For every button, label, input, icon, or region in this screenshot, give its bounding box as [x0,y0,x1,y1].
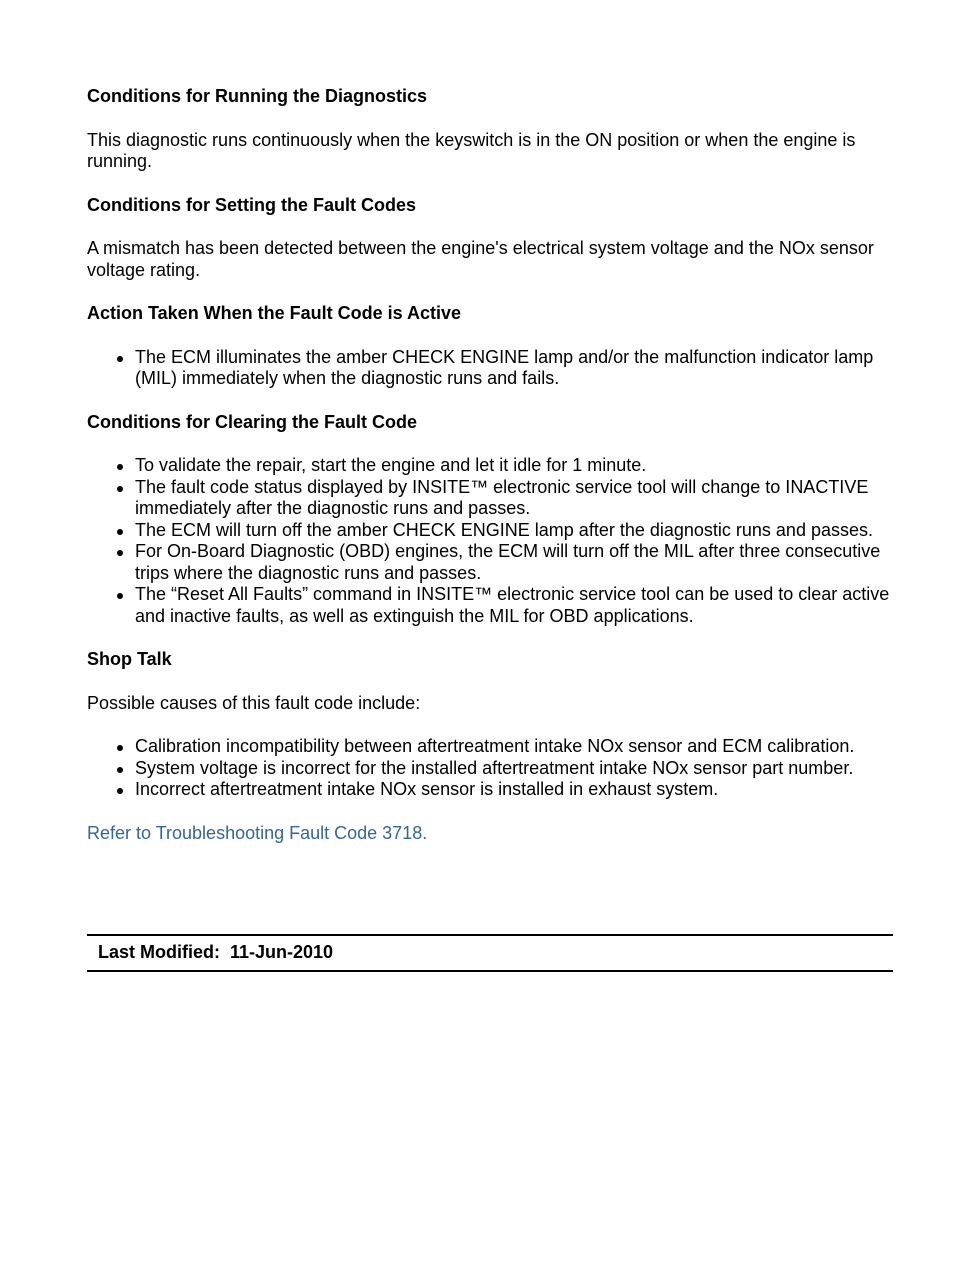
bullet-icon [117,550,123,556]
bullet-icon [117,593,123,599]
setting-fault-codes-text: A mismatch has been detected between the engine's electrical system voltage and the NOx sensor voltage rating. [87,238,874,280]
list-item [87,758,893,780]
list-item-text: The “Reset All Faults” command in INSITE™ electronic service tool can be used to clear active and inactive faults, as well as extinguish the MIL for OBD applications. [135,584,890,626]
list-item [87,779,893,801]
list-item-text: Incorrect aftertreatment intake NOx sensor is installed in exhaust system. [135,779,719,799]
bullet-icon [117,745,123,751]
list-item [87,541,893,584]
last-modified-text: Last Modified: 11-Jun-2010 [98,942,334,962]
possible-causes-list [87,736,893,801]
action-taken-list [87,347,893,390]
list-item-text: System voltage is incorrect for the installed aftertreatment intake NOx sensor part number. [135,757,854,778]
list-item-text: For On-Board Diagnostic (OBD) engines, the ECM will turn off the MIL after three consecutive trips where the diagnostic runs and passes. [135,541,881,583]
list-item [87,455,893,477]
list-item-text: Calibration incompatibility between aftertreatment intake NOx sensor and ECM calibration. [135,736,855,756]
heading-action-taken: Action Taken When the Fault Code is Active [87,303,462,323]
bullet-icon [117,767,123,773]
list-item [87,477,893,520]
bullet-icon [117,356,123,362]
list-item-text: The ECM illuminates the amber CHECK ENGINE lamp and/or the malfunction indicator lamp (MIL) immediately when the diagnostic runs and fails. [135,346,874,388]
clearing-fault-code-list [87,455,893,627]
document-body [87,86,893,844]
list-item-text: The ECM will turn off the amber CHECK ENGINE lamp after the diagnostic runs and passes. [135,519,873,540]
bullet-icon [117,529,123,535]
heading-shop-talk: Shop Talk [87,649,172,669]
list-item [87,736,893,758]
last-modified-bar [87,934,893,972]
list-item [87,584,893,627]
heading-clearing-fault-code: Conditions for Clearing the Fault Code [87,411,417,432]
heading-setting-fault-codes: Conditions for Setting the Fault Codes [87,194,416,215]
list-item-text: The fault code status displayed by INSITE™ electronic service tool will change to INACTIVE immediately after the diagnostic runs and passes. [135,476,869,518]
bullet-icon [117,788,123,794]
shop-talk-text: Possible causes of this fault code include: [87,692,421,713]
list-item [87,520,893,542]
bullet-icon [117,464,123,470]
list-item-text: To validate the repair, start the engine and let it idle for 1 minute. [135,455,647,475]
running-diagnostics-text: This diagnostic runs continuously when the keyswitch is in the ON position or when the engine is running. [87,129,856,171]
troubleshooting-link[interactable]: Refer to Troubleshooting Fault Code 3718. [87,822,428,843]
list-item [87,347,893,390]
bullet-icon [117,486,123,492]
heading-running-diagnostics: Conditions for Running the Diagnostics [87,86,427,106]
